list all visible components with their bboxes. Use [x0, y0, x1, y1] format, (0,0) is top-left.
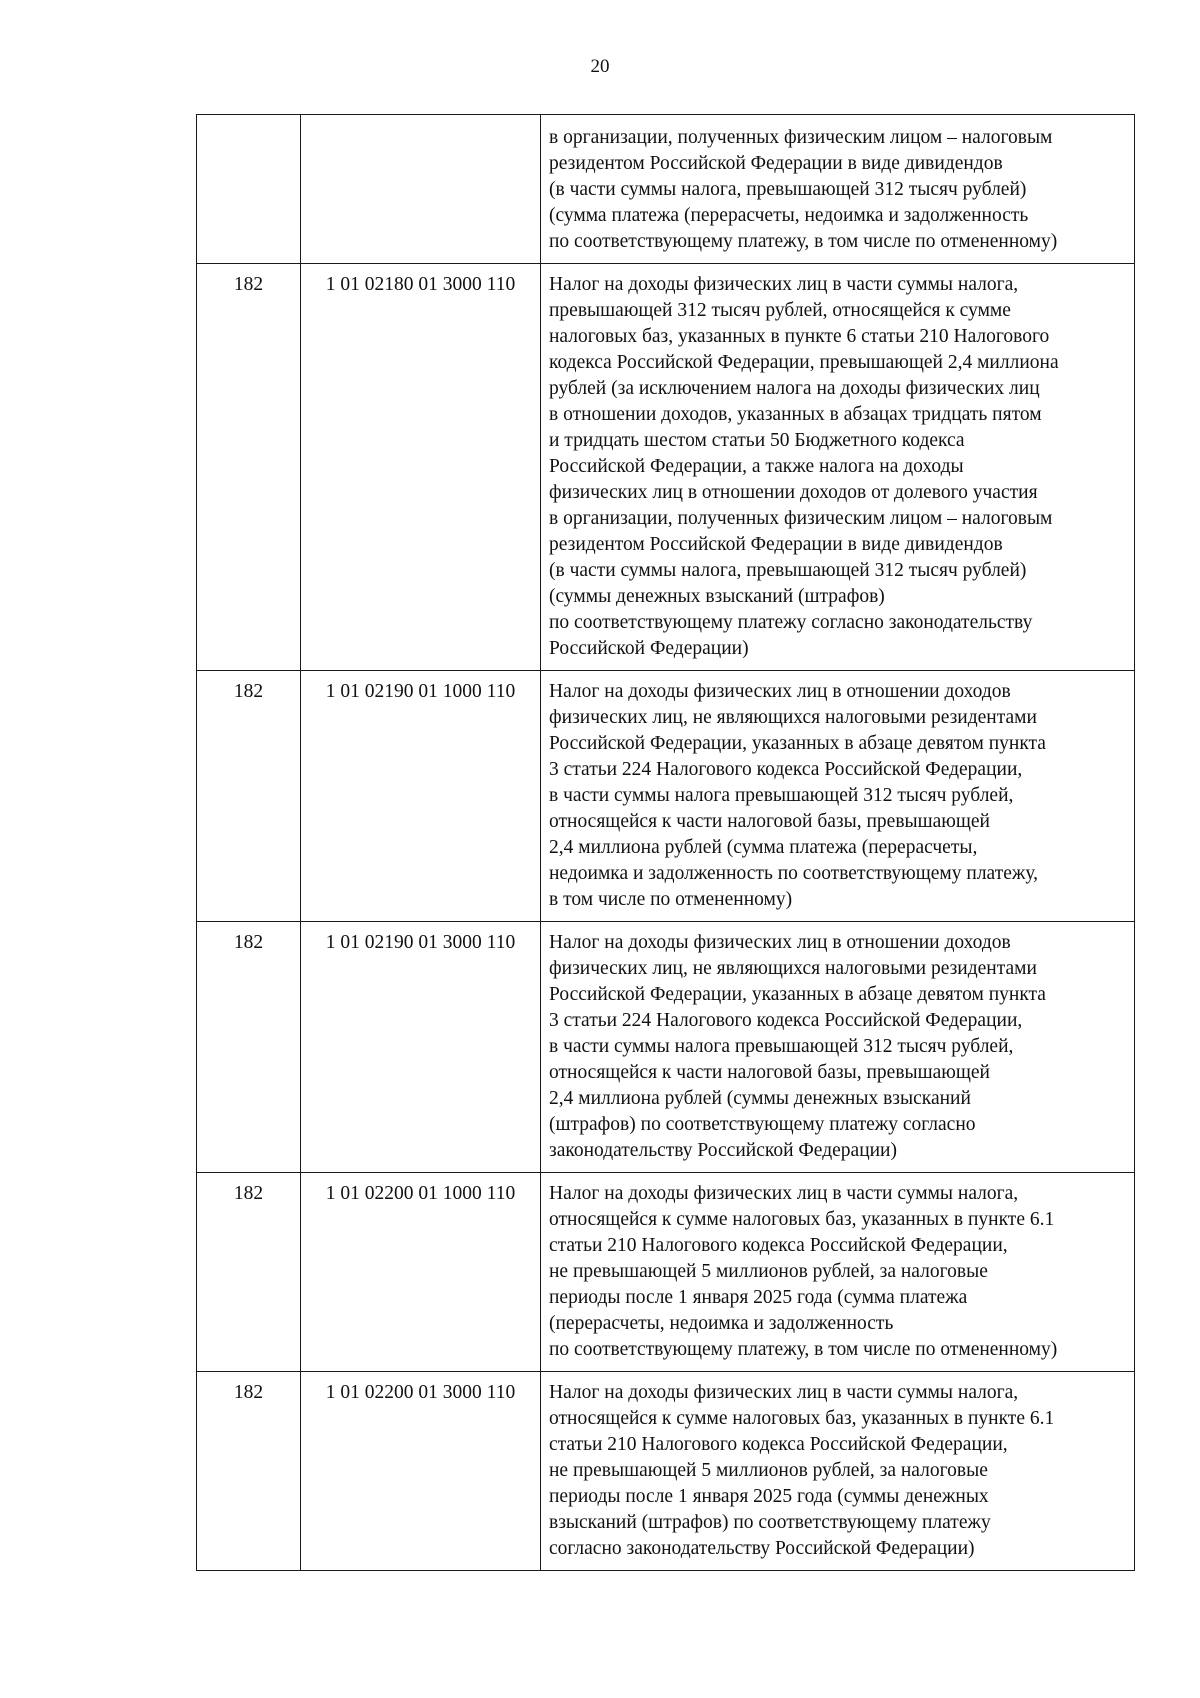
kbk-code-cell: 1 01 02190 01 1000 110 — [301, 671, 541, 922]
description-cell: Налог на доходы физических лиц в отношении доходов физических лиц, не являющихся налоговыми резидентами Российской Федерации, указанных в абзаце девятом пункта 3 статьи 224 Налогового кодекса Российской Федерации, в части суммы налога превышающей 312 тысяч рублей, относящейся к части налоговой базы, превышающей 2,4 миллиона рублей (суммы денежных взысканий (штрафов) по соответствующему платежу согласно законодательству Российской Федерации) — [541, 922, 1135, 1173]
budget-classification-table — [196, 114, 1135, 1571]
admin-code-cell: 182 — [197, 1372, 301, 1571]
table-row — [197, 671, 1135, 922]
description-cell: Налог на доходы физических лиц в части суммы налога, относящейся к сумме налоговых баз, указанных в пункте 6.1 статьи 210 Налогового кодекса Российской Федерации, не превышающей 5 миллионов рублей, за налоговые периоды после 1 января 2025 года (сумма платежа (перерасчеты, недоимка и задолженность по соответствующему платежу, в том числе по отмененному) — [541, 1173, 1135, 1372]
description-cell: Налог на доходы физических лиц в отношении доходов физических лиц, не являющихся налоговыми резидентами Российской Федерации, указанных в абзаце девятом пункта 3 статьи 224 Налогового кодекса Российской Федерации, в части суммы налога превышающей 312 тысяч рублей, относящейся к части налоговой базы, превышающей 2,4 миллиона рублей (сумма платежа (перерасчеты, недоимка и задолженность по соответствующему платежу, в том числе по отмененному) — [541, 671, 1135, 922]
admin-code-cell: 182 — [197, 1173, 301, 1372]
table-row — [197, 922, 1135, 1173]
table-row — [197, 264, 1135, 671]
kbk-code-cell: 1 01 02180 01 3000 110 — [301, 264, 541, 671]
kbk-code-cell: 1 01 02200 01 1000 110 — [301, 1173, 541, 1372]
description-cell: Налог на доходы физических лиц в части суммы налога, превышающей 312 тысяч рублей, относящейся к сумме налоговых баз, указанных в пункте 6 статьи 210 Налогового кодекса Российской Федерации, превышающей 2,4 миллиона рублей (за исключением налога на доходы физических лиц в отношении доходов, указанных в абзацах тридцать пятом и тридцать шестом статьи 50 Бюджетного кодекса Российской Федерации, а также налога на доходы физических лиц в отношении доходов от долевого участия в организации, полученных физическим лицом – налоговым резидентом Российской Федерации в виде дивидендов (в части суммы налога, превышающей 312 тысяч рублей) (суммы денежных взысканий (штрафов) по соответствующему платежу согласно законодательству Российской Федерации) — [541, 264, 1135, 671]
admin-code-cell — [197, 115, 301, 264]
description-cell: Налог на доходы физических лиц в части суммы налога, относящейся к сумме налоговых баз, указанных в пункте 6.1 статьи 210 Налогового кодекса Российской Федерации, не превышающей 5 миллионов рублей, за налоговые периоды после 1 января 2025 года (суммы денежных взысканий (штрафов) по соответствующему платежу согласно законодательству Российской Федерации) — [541, 1372, 1135, 1571]
page-number: 20 — [590, 56, 610, 77]
kbk-code-cell: 1 01 02200 01 3000 110 — [301, 1372, 541, 1571]
kbk-code-cell — [301, 115, 541, 264]
admin-code-cell: 182 — [197, 671, 301, 922]
admin-code-cell: 182 — [197, 922, 301, 1173]
kbk-code-cell: 1 01 02190 01 3000 110 — [301, 922, 541, 1173]
admin-code-cell: 182 — [197, 264, 301, 671]
table-row — [197, 1173, 1135, 1372]
description-cell: в организации, полученных физическим лицом – налоговым резидентом Российской Федерации в виде дивидендов (в части суммы налога, превышающей 312 тысяч рублей) (сумма платежа (перерасчеты, недоимка и задолженность по соответствующему платежу, в том числе по отмененному) — [541, 115, 1135, 264]
table-row — [197, 1372, 1135, 1571]
table-row — [197, 115, 1135, 264]
